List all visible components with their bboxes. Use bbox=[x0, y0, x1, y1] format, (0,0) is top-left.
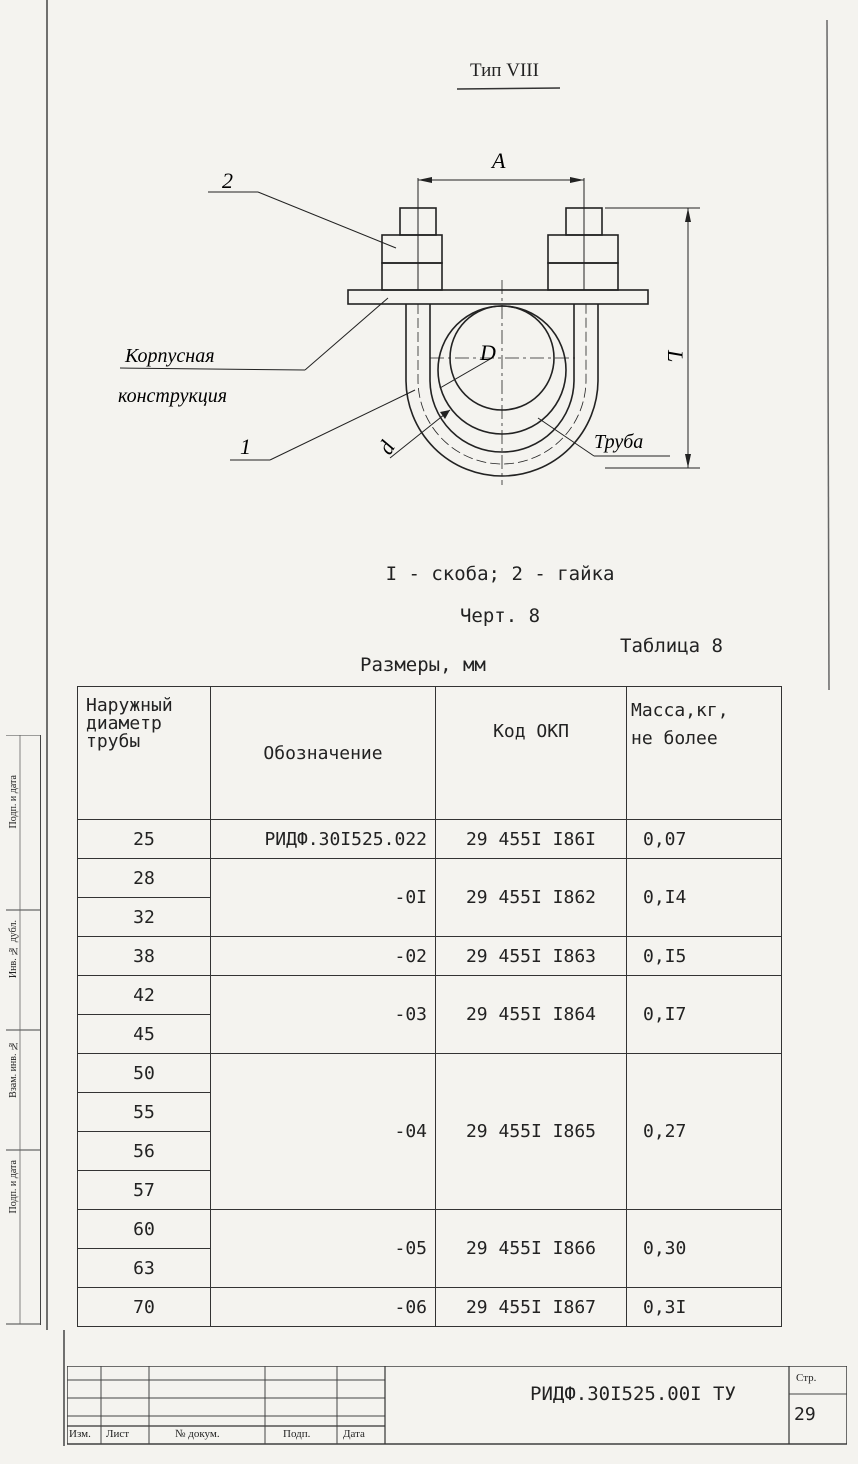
table-header-row bbox=[78, 687, 782, 820]
units-caption: Размеры, мм bbox=[360, 654, 486, 676]
nut-right-top bbox=[548, 235, 618, 263]
figure-legend: I - скоба; 2 - гайка bbox=[385, 563, 615, 585]
cell-diameter: 70 bbox=[78, 1288, 211, 1327]
cell-mass: 0,I4 bbox=[627, 859, 782, 937]
u-bolt-drawing bbox=[100, 140, 740, 500]
table-row bbox=[78, 820, 782, 859]
table-row bbox=[78, 937, 782, 976]
nut-left-top bbox=[382, 235, 442, 263]
cell-diameter: 56 bbox=[78, 1132, 211, 1171]
document-code: РИДФ.30I525.00I ТУ bbox=[530, 1383, 736, 1405]
cell-designation: -0I bbox=[211, 859, 436, 937]
table-row bbox=[78, 976, 782, 1015]
callout-2: 2 bbox=[222, 168, 233, 193]
cell-diameter: 42 bbox=[78, 976, 211, 1015]
figure-number: Черт. 8 bbox=[459, 605, 541, 627]
cell-okp: 29 455I I86I bbox=[436, 820, 627, 859]
page-number: 29 bbox=[794, 1404, 816, 1425]
header-diameter: Наружный диаметр трубы bbox=[78, 687, 211, 820]
side-label-replace-inv: Взам. инв. № bbox=[8, 1040, 19, 1098]
header-okp: Код ОКП bbox=[436, 687, 627, 820]
cell-diameter: 55 bbox=[78, 1093, 211, 1132]
cell-designation: -04 bbox=[211, 1054, 436, 1210]
caption-change: Изм. bbox=[69, 1428, 91, 1440]
label-D: D bbox=[480, 340, 496, 365]
table-row bbox=[78, 1288, 782, 1327]
cell-diameter: 25 bbox=[78, 820, 211, 859]
caption-sheet: Лист bbox=[106, 1428, 130, 1440]
title-underline bbox=[455, 86, 565, 92]
cell-mass: 0,3I bbox=[627, 1288, 782, 1327]
cell-okp: 29 455I I863 bbox=[436, 937, 627, 976]
cell-diameter: 50 bbox=[78, 1054, 211, 1093]
cell-mass: 0,I7 bbox=[627, 976, 782, 1054]
label-pipe: Труба bbox=[594, 431, 644, 453]
label-structure-1: Корпусная bbox=[125, 345, 215, 367]
structure-plate bbox=[348, 290, 648, 304]
table-row bbox=[78, 1210, 782, 1249]
u-bolt-inner bbox=[430, 304, 574, 452]
dimensions-table bbox=[77, 686, 782, 1327]
cell-designation: -06 bbox=[211, 1288, 436, 1327]
cell-okp: 29 455I I867 bbox=[436, 1288, 627, 1327]
caption-doc-no: № докум. bbox=[175, 1428, 220, 1440]
cell-diameter: 28 bbox=[78, 859, 211, 898]
cell-okp: 29 455I I866 bbox=[436, 1210, 627, 1288]
cell-designation: -02 bbox=[211, 937, 436, 976]
header-mass: Масса,кг, не более bbox=[627, 687, 782, 820]
cell-diameter: 63 bbox=[78, 1249, 211, 1288]
nut-left-bottom bbox=[382, 263, 442, 290]
cell-mass: 0,07 bbox=[627, 820, 782, 859]
cell-okp: 29 455I I865 bbox=[436, 1054, 627, 1210]
label-L: L bbox=[663, 350, 688, 363]
page-label: Стр. bbox=[796, 1372, 817, 1384]
callout-1: 1 bbox=[240, 434, 251, 459]
table-number: Таблица 8 bbox=[620, 635, 723, 657]
label-A: A bbox=[492, 148, 506, 173]
table-row bbox=[78, 859, 782, 898]
side-label-dup-inv: Инв. № дубл. bbox=[8, 920, 19, 979]
cell-mass: 0,27 bbox=[627, 1054, 782, 1210]
cell-diameter: 57 bbox=[78, 1171, 211, 1210]
side-label-sign-date: Подп. и дата bbox=[8, 775, 19, 829]
side-stamp-strip bbox=[6, 735, 41, 1325]
cell-mass: 0,I5 bbox=[627, 937, 782, 976]
cell-diameter: 60 bbox=[78, 1210, 211, 1249]
table-row bbox=[78, 1054, 782, 1093]
caption-date: Дата bbox=[343, 1428, 365, 1440]
cell-diameter: 32 bbox=[78, 898, 211, 937]
cell-designation: РИДФ.30I525.022 bbox=[211, 820, 436, 859]
caption-sign: Подп. bbox=[283, 1428, 311, 1440]
type-title: Тип VIII bbox=[470, 60, 539, 81]
nut-right-bottom bbox=[548, 263, 618, 290]
cell-mass: 0,30 bbox=[627, 1210, 782, 1288]
cell-designation: -03 bbox=[211, 976, 436, 1054]
cell-diameter: 38 bbox=[78, 937, 211, 976]
cell-okp: 29 455I I862 bbox=[436, 859, 627, 937]
header-designation: Обозначение bbox=[211, 687, 436, 820]
cell-diameter: 45 bbox=[78, 1015, 211, 1054]
side-label-sign-date-2: Подп. и дата bbox=[8, 1160, 19, 1214]
label-d: d bbox=[372, 436, 400, 459]
cell-designation: -05 bbox=[211, 1210, 436, 1288]
label-structure-2: конструкция bbox=[118, 385, 228, 407]
cell-okp: 29 455I I864 bbox=[436, 976, 627, 1054]
